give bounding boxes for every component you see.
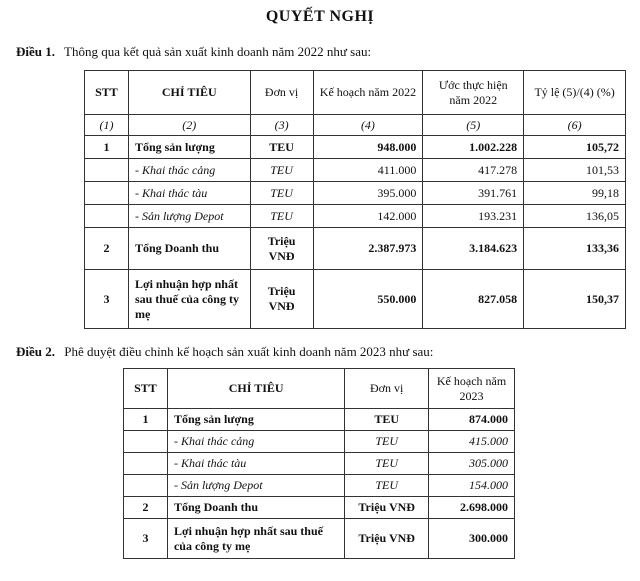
stt-cell — [85, 205, 129, 228]
indicator-cell: - Khai thác cảng — [167, 431, 344, 453]
indicator-cell: - Sản lượng Depot — [167, 475, 344, 497]
indicator-cell: Tổng Doanh thu — [167, 497, 344, 519]
ratio-cell: 101,53 — [524, 159, 626, 182]
unit-cell: TEU — [250, 182, 313, 205]
table-row — [85, 182, 626, 205]
article-1-heading — [16, 44, 371, 60]
plan-cell: 415.000 — [429, 431, 515, 453]
header-unit: Đơn vị — [250, 71, 313, 115]
stt-cell — [85, 182, 129, 205]
header-indicator: CHỈ TIÊU — [167, 369, 344, 409]
article-1-text: Thông qua kết quả sản xuất kinh doanh năm 2022 như sau: — [64, 44, 372, 59]
plan-cell: 154.000 — [429, 475, 515, 497]
table-row — [124, 475, 515, 497]
estimate-cell: 391.761 — [423, 182, 524, 205]
plan-cell: 305.000 — [429, 453, 515, 475]
page-title: QUYẾT NGHỊ — [265, 8, 375, 25]
header-estimate-2022: Ước thực hiện năm 2022 — [423, 71, 524, 115]
estimate-cell: 1.002.228 — [423, 136, 524, 159]
plan-2023-table — [123, 368, 515, 559]
stt-cell: 3 — [124, 519, 168, 559]
indicator-cell: Tổng sản lượng — [167, 409, 344, 431]
table-row — [124, 431, 515, 453]
table-header-row — [85, 71, 626, 115]
unit-cell: TEU — [250, 159, 313, 182]
stt-cell — [124, 475, 168, 497]
unit-cell: Triệu VNĐ — [250, 228, 313, 270]
estimate-cell: 3.184.623 — [423, 228, 524, 270]
indicator-cell: - Sản lượng Depot — [128, 205, 250, 228]
header-indicator: CHỈ TIÊU — [128, 71, 250, 115]
index-cell: (4) — [313, 115, 423, 136]
unit-cell: TEU — [250, 205, 313, 228]
index-cell: (6) — [524, 115, 626, 136]
header-plan-2022: Kế hoạch năm 2022 — [313, 71, 423, 115]
stt-cell — [85, 159, 129, 182]
unit-cell: Triệu VNĐ — [345, 497, 429, 519]
indicator-cell: - Khai thác tàu — [128, 182, 250, 205]
ratio-cell: 105,72 — [524, 136, 626, 159]
table-row — [85, 136, 626, 159]
article-2-text: Phê duyệt điều chỉnh kế hoạch sản xuất kinh doanh năm 2023 như sau: — [64, 344, 434, 359]
estimate-cell: 827.058 — [423, 270, 524, 329]
estimate-cell: 193.231 — [423, 205, 524, 228]
ratio-cell: 136,05 — [524, 205, 626, 228]
stt-cell — [124, 453, 168, 475]
indicator-cell: - Khai thác tàu — [167, 453, 344, 475]
stt-cell: 1 — [85, 136, 129, 159]
header-stt: STT — [124, 369, 168, 409]
stt-cell: 1 — [124, 409, 168, 431]
table-row — [85, 205, 626, 228]
unit-cell: TEU — [345, 453, 429, 475]
ratio-cell: 99,18 — [524, 182, 626, 205]
article-2-heading — [16, 344, 433, 360]
plan-cell: 395.000 — [313, 182, 423, 205]
index-cell: (5) — [423, 115, 524, 136]
unit-cell: TEU — [345, 409, 429, 431]
stt-cell: 2 — [85, 228, 129, 270]
table-row — [124, 519, 515, 559]
ratio-cell: 150,37 — [524, 270, 626, 329]
plan-cell: 142.000 — [313, 205, 423, 228]
unit-cell: TEU — [345, 475, 429, 497]
table-row — [85, 270, 626, 329]
stt-cell — [124, 431, 168, 453]
plan-cell: 948.000 — [313, 136, 423, 159]
unit-cell: Triệu VNĐ — [250, 270, 313, 329]
header-plan-2023: Kế hoạch năm 2023 — [429, 369, 515, 409]
plan-cell: 550.000 — [313, 270, 423, 329]
indicator-cell: Tổng sản lượng — [128, 136, 250, 159]
plan-cell: 874.000 — [429, 409, 515, 431]
indicator-cell: Lợi nhuận hợp nhất sau thuế của công ty mẹ — [128, 270, 250, 329]
estimate-cell: 417.278 — [423, 159, 524, 182]
plan-cell: 411.000 — [313, 159, 423, 182]
indicator-cell: - Khai thác cảng — [128, 159, 250, 182]
unit-cell: TEU — [250, 136, 313, 159]
column-index-row — [85, 115, 626, 136]
table-row — [124, 409, 515, 431]
unit-cell: Triệu VNĐ — [345, 519, 429, 559]
plan-cell: 300.000 — [429, 519, 515, 559]
index-cell: (1) — [85, 115, 129, 136]
plan-cell: 2.698.000 — [429, 497, 515, 519]
indicator-cell: Lợi nhuận hợp nhất sau thuế của công ty mẹ — [167, 519, 344, 559]
article-1-label: Điều 1. — [16, 44, 55, 59]
table-header-row — [124, 369, 515, 409]
index-cell: (2) — [128, 115, 250, 136]
stt-cell: 3 — [85, 270, 129, 329]
header-unit: Đơn vị — [345, 369, 429, 409]
table-row — [85, 228, 626, 270]
results-2022-table — [84, 70, 626, 329]
unit-cell: TEU — [345, 431, 429, 453]
table-row — [124, 497, 515, 519]
table-row — [85, 159, 626, 182]
stt-cell: 2 — [124, 497, 168, 519]
plan-cell: 2.387.973 — [313, 228, 423, 270]
ratio-cell: 133,36 — [524, 228, 626, 270]
article-2-label: Điều 2. — [16, 344, 55, 359]
indicator-cell: Tổng Doanh thu — [128, 228, 250, 270]
table-row — [124, 453, 515, 475]
header-ratio: Tỷ lệ (5)/(4) (%) — [524, 71, 626, 115]
index-cell: (3) — [250, 115, 313, 136]
header-stt: STT — [85, 71, 129, 115]
